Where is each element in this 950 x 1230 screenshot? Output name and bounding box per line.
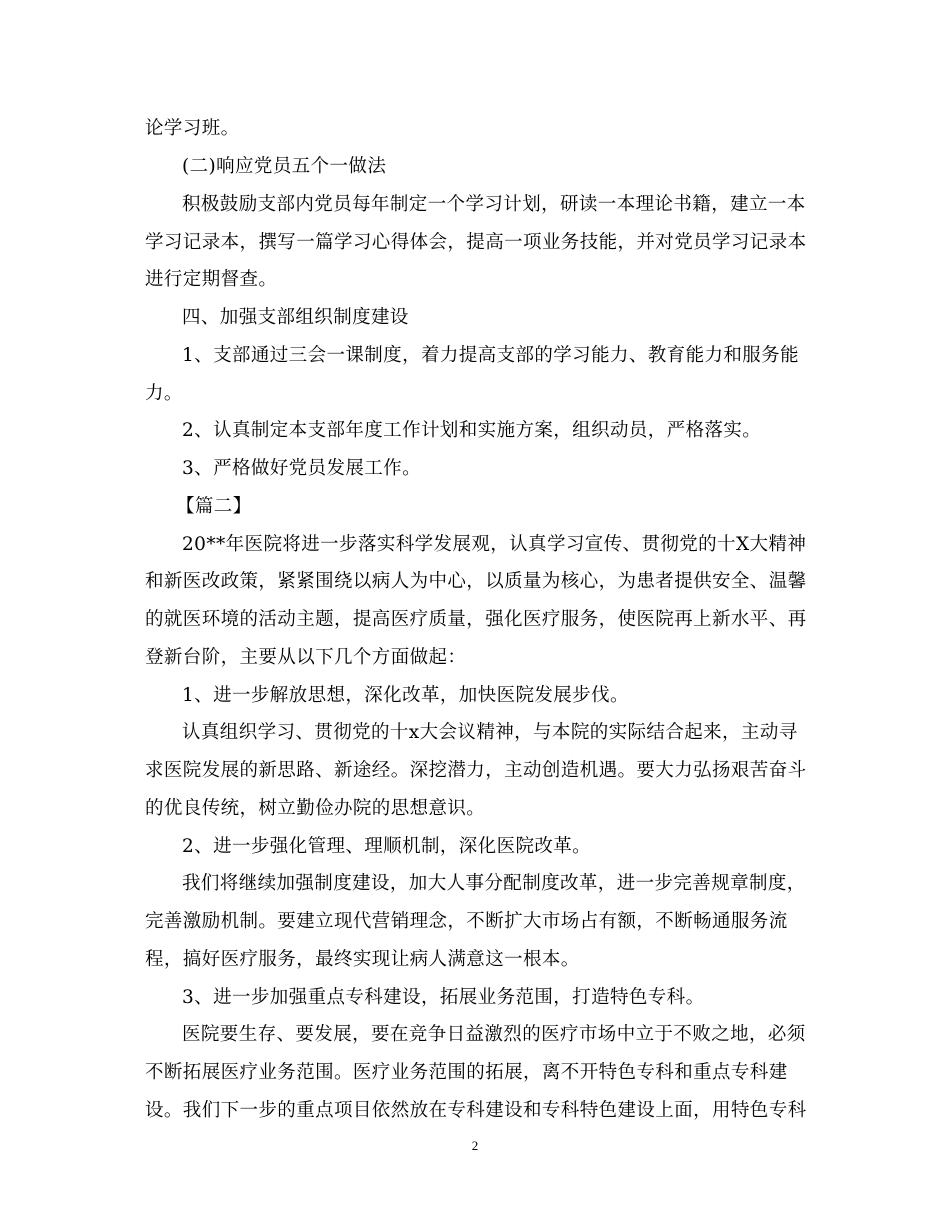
body-line: 积极鼓励支部内党员每年制定一个学习计划，研读一本理论书籍，建立一本	[182, 194, 806, 215]
body-line: 完善激励机制。要建立现代营销理念，不断扩大市场占有额，不断畅通服务流	[145, 911, 788, 932]
body-line: 医院要生存、要发展，要在竞争日益激烈的医疗市场中立于不败之地，必须	[182, 1024, 806, 1045]
numbered-heading: 3、进一步加强重点专科建设，拓展业务范围，打造特色专科。	[182, 987, 705, 1008]
body-line: 设。我们下一步的重点项目依然放在专科建设和专科特色建设上面，用特色专科	[145, 1100, 807, 1121]
body-line: 求医院发展的新思路、新途经。深挖潜力，主动创造机遇。要大力弘扬艰苦奋斗	[145, 760, 807, 781]
body-line: 我们将继续加强制度建设，加大人事分配制度改革，进一步完善规章制度，	[182, 873, 806, 894]
body-line: 2、认真制定本支部年度工作计划和实施方案，组织动员，严格落实。	[182, 420, 762, 441]
page-number: 2	[471, 1138, 479, 1153]
numbered-heading: 2、进一步强化管理、理顺机制，深化医院改革。	[182, 836, 592, 857]
body-line: 20**年医院将进一步落实科学发展观，认真学习宣传、贯彻党的十X大精神	[182, 534, 807, 555]
body-line: 进行定期督查。	[145, 269, 278, 290]
section-marker: 【篇二】	[176, 496, 252, 517]
body-line: 和新医改政策，紧紧围绕以病人为中心，以质量为核心，为患者提供安全、温馨	[145, 571, 807, 592]
body-line: 3、严格做好党员发展工作。	[182, 458, 421, 479]
body-line: 认真组织学习、贯彻党的十x大会议精神，与本院的实际结合起来，主动寻	[182, 722, 798, 743]
body-line: 学习记录本，撰写一篇学习心得体会，提高一项业务技能，并对党员学习记录本	[145, 232, 807, 253]
section-heading: 四、加强支部组织制度建设	[182, 307, 409, 328]
body-line: 登新台阶，主要从以下几个方面做起：	[145, 647, 467, 668]
body-line: 的优良传统，树立勤俭办院的思想意识。	[145, 798, 486, 819]
body-line: 1、支部通过三会一课制度，着力提高支部的学习能力、教育能力和服务能	[182, 345, 799, 366]
body-line: 的就医环境的活动主题，提高医疗质量，强化医疗服务，使医院再上新水平、再	[145, 609, 807, 630]
body-line: 论学习班。	[145, 118, 240, 139]
body-line: 力。	[145, 383, 183, 404]
body-line: 不断拓展医疗业务范围。医疗业务范围的拓展，离不开特色专科和重点专科建	[145, 1062, 788, 1083]
body-line: 程，搞好医疗服务，最终实现让病人满意这一根本。	[145, 949, 580, 970]
numbered-heading: 1、进一步解放思想，深化改革，加快医院发展步伐。	[182, 685, 629, 706]
subheading: (二)响应党员五个一做法	[182, 156, 387, 177]
